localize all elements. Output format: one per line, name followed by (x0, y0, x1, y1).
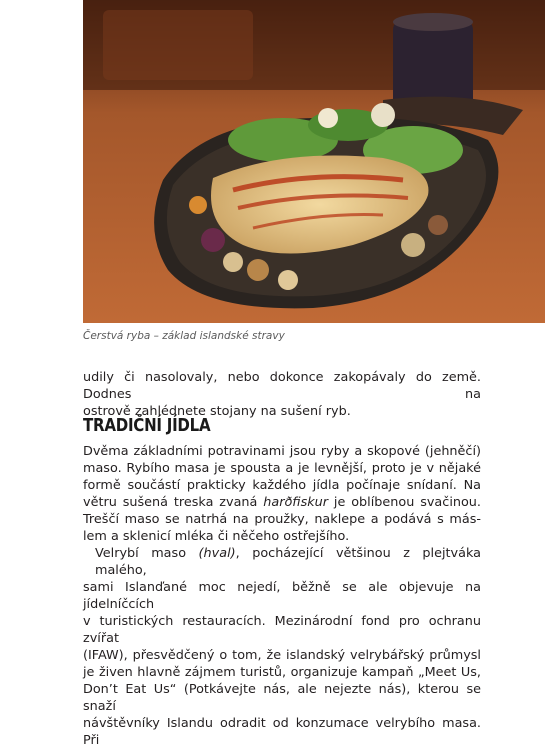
text-line: formě součástí prakticky každého jídla počínaje snídaní. Na (83, 478, 481, 493)
text-line: (IFAW), přesvědčený o tom, že islandský velrybářský průmysl (83, 648, 481, 663)
text-line: je živen hlavně zájmem turistů, organizuje kampaň „Meet Us, (83, 665, 481, 680)
italic-term: harðfiskur (263, 495, 329, 510)
text-line: v turistických restauracích. Mezinárodní fond pro ochranu zvířat (83, 614, 481, 646)
italic-term: (hval) (198, 546, 236, 561)
fish-dish-photo (83, 0, 545, 323)
text-line: Treščí maso se natrhá na proužky, naklepe a podává s más- (83, 512, 481, 527)
text-line: maso. Rybího masa je spousta a je levnější, proto je v nějaké (83, 461, 481, 476)
text-run: větru sušená treska zvaná (83, 495, 264, 510)
text-line-mixed (83, 545, 481, 579)
text-line: udily či nasolovaly, nebo dokonce zakopávaly do země. Dodnes na (83, 370, 481, 402)
section-heading: TRADIČNÍ JÍDLA (83, 416, 211, 436)
text-line: sami Islanďané moc nejedí, běžně se ale objevuje na jídelníčcích (83, 580, 481, 612)
text-line: Don’t Eat Us“ (Potkávejte nás, ale nejezte nás), kterou se snaží (83, 682, 481, 714)
paragraph-continued (83, 369, 481, 420)
text-line: návštěvníky Islandu odradit od konzumace velrybího masa. Při (83, 716, 481, 748)
text-line: Dvěma základními potravinami jsou ryby a skopové (jehněčí) (83, 444, 481, 459)
photo-caption: Čerstvá ryba – základ islandské stravy (83, 330, 285, 342)
text-line: ostrově zahlédnete stojany na sušení ryb. (83, 404, 351, 419)
text-run: je oblíbenou svačinou. (328, 495, 481, 510)
text-run: , pocházející většinou z plejtváka malého, (95, 546, 481, 578)
text-line: lem a sklenicí mléka či něčeho ostřejšího. (83, 529, 350, 544)
section-body (83, 443, 481, 749)
text-run: Velrybí maso (95, 546, 199, 561)
text-line-mixed (83, 494, 481, 511)
